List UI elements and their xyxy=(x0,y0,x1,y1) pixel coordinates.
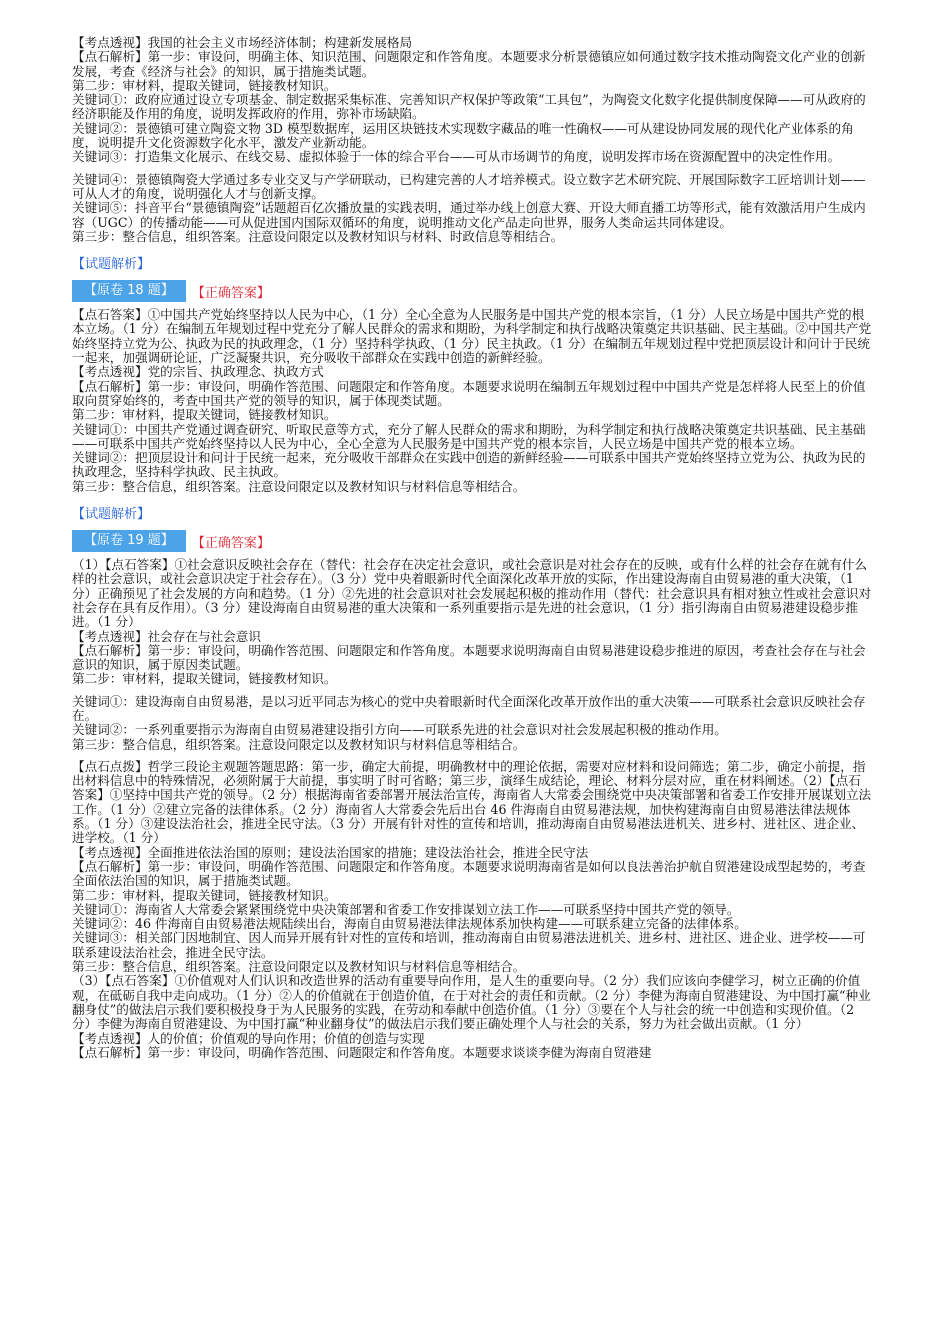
question-18-label: 【原卷 18 题】 xyxy=(72,280,186,302)
paragraph: 关键词①：海南省人大常委会紧紧围绕党中央决策部署和省委工作安排谋划立法工作——可联系坚持中国共产党的领导。 xyxy=(72,901,740,917)
paragraph: 关键词②：把顶层设计和问计于民统一起来，充分吸收干部群众在实践中创造的新鲜经验——可联系中国共产党始终坚持立党为公、执政为民的执政理念，坚持科学执政、民主执政。 xyxy=(72,450,866,480)
correct-answer-label-19: 【正确答案】 xyxy=(191,535,270,551)
paragraph: 第二步：审材料，提取关键词，链接教材知识。 xyxy=(72,77,337,93)
section-heading-analysis-2: 【试题解析】 xyxy=(72,507,151,523)
paragraph: （1）【点石答案】①社会意识反映社会存在（替代：社会存在决定社会意识，或社会意识是对社会存在的反映，或有什么样的社会存在就有什么样的社会意识，或社会意识决定于社会存在）。（3 分）党中央着眼新时代全面深化改革开放的实际，作出建设海南自由贸易港的重大决策，（1 分）正确预见了社会发展的方向和趋势。（1 分）②先进的社会意识对社会发展起积极的推动作用（替代：社会意识具有相对独立性或社会意识对社会存在具有反作用）。（3 分）建设海南自由贸易港的重大决策和一系列重要指示是先进的社会意识，（1 分）指引海南自由贸易港建设稳步推进。（1 分） xyxy=(72,557,872,630)
paragraph: 关键词⑤：抖音平台“景德镇陶瓷”话题超百亿次播放量的实践表明，通过举办线上创意大赛、开设大师直播工坊等形式，能有效激活用户生成内容（UGC）的传播动能——可从促进国内国际双循环的角度，说明推动文化产品走向世界，服务人类命运共同体建设。 xyxy=(72,200,866,230)
paragraph: 第二步：审材料，提取关键词，链接教材知识。 xyxy=(72,887,337,903)
answer-block-19-part1 xyxy=(72,558,872,687)
document-page xyxy=(72,36,872,1060)
paragraph: 关键词①：中国共产党通过调查研究、听取民意等方式，充分了解人民群众的需求和期盼，为科学制定和执行战略决策奠定共识基础、民主基础——可联系中国共产党始终坚持以人民为中心，全心全意为人民服务是中国共产党的根本宗旨，人民立场是中国共产党的根本立场。 xyxy=(72,421,866,451)
paragraph: 第三步：整合信息，组织答案。注意设问限定以及教材知识与材料信息等相结合。 xyxy=(72,959,526,975)
paragraph: 关键词②：46 件海南自由贸易港法规陆续出台，海南自由贸易港法律法规体系加快构建——可联系建立完备的法律体系。 xyxy=(72,916,747,932)
paragraph: 【考点透视】党的宗旨、执政理念、执政方式 xyxy=(72,364,324,380)
correct-answer-label-18: 【正确答案】 xyxy=(191,285,270,301)
question-18-header xyxy=(72,280,872,302)
answer-block-19-keywords xyxy=(72,695,872,752)
paragraph: 关键词②：一系列重要指示为海南自由贸易港建设指引方向——可联系先进的社会意识对社会发展起积极的推动作用。 xyxy=(72,722,727,738)
analysis-block-17 xyxy=(72,36,872,165)
paragraph: 第二步：审材料，提取关键词，链接教材知识。 xyxy=(72,407,337,423)
paragraph: 【点石点拨】哲学三段论主观题答题思路：第一步，确定大前提，明确教材中的理论依据，需要对应材料和设问筛选；第二步，确定小前提，指出材料信息中的特殊情况，必须附属于大前提，事实明了时可省略；第三步，演绎生成结论，理论、材料分层对应，重在材料阐述。（2）【点石答案】①坚持中国共产党的领导。（2 分）根据海南省委部署开展法治宣传，海南省人大常委会围绕党中央决策部署和省委工作安排开展谋划立法工作。（1 分）②建立完备的法律体系。（2 分）海南省人大常委会先后出台 46 件海南自由贸易港法规，加快构建海南自由贸易港法律法规体系。（1 分）③建设法治社会，推进全民守法。（3 分）开展有针对性的宣传和培训，推动海南自由贸易港法进机关、进乡村、进社区、进企业、进学校。（1 分） xyxy=(72,758,872,846)
paragraph: 【点石解析】第一步：审设问，明确作答范围、问题限定和作答角度。本题要求说明海南自由贸易港建设稳步推进的原因，考查社会存在与社会意识的知识，属于原因类试题。 xyxy=(72,642,866,673)
paragraph: （3）【点石答案】①价值观对人们认识和改造世界的活动有重要导向作用，是人生的重要向导。（2 分）我们应该向李健学习，树立正确的价值观，在砥砺自我中走向成功。（1 分）②人的价值就在于创造价值，在于对社会的责任和贡献。（2 分）李健为海南自贸港建设、为中国打赢“种业翻身仗”的做法启示我们要积极投身于为人民服务的实践，在劳动和奉献中创造价值。（1 分）③要在个人与社会的统一中创造和实现价值。（2 分）李健为海南自贸港建设、为中国打赢“种业翻身仗”的做法启示我们要正确处理个人与社会的关系，努力为社会做出贡献。（1 分） xyxy=(72,973,871,1032)
paragraph: 【点石解析】第一步：审设问，明确作答范围、问题限定和作答角度。本题要求说明海南省是如何以良法善治护航自贸港建设成型起势的，考查全面依法治国的知识，属于措施类试题。 xyxy=(72,858,866,889)
paragraph: 第三步：整合信息，组织答案。注意设问限定以及教材知识与材料信息等相结合。 xyxy=(72,736,526,752)
answer-block-19-part2-3 xyxy=(72,760,872,1060)
answer-block-18 xyxy=(72,308,872,494)
paragraph: 【考点透视】我国的社会主义市场经济体制；构建新发展格局 xyxy=(72,35,413,50)
section-heading-analysis-1: 【试题解析】 xyxy=(72,257,151,273)
paragraph: 第二步：审材料，提取关键词，链接教材知识。 xyxy=(72,671,337,687)
question-19-header xyxy=(72,530,872,552)
paragraph: 第三步：整合信息，组织答案。注意设问限定以及教材知识与材料、时政信息等相结合。 xyxy=(72,228,564,244)
paragraph: 关键词③：相关部门因地制宜、因人而异开展有针对性的宣传和培训，推动海南自由贸易港法进机关、进乡村、进社区、进企业、进学校——可联系建设法治社会，推进全民守法。 xyxy=(72,930,866,960)
question-19-label: 【原卷 19 题】 xyxy=(72,530,186,552)
paragraph: 第三步：整合信息，组织答案。注意设问限定以及教材知识与材料信息等相结合。 xyxy=(72,478,526,494)
paragraph: 【点石解析】第一步：审设问，明确作答范围、问题限定和作答角度。本题要求谈谈李健为海南自贸港建 xyxy=(72,1044,652,1060)
paragraph: 【点石解析】第一步：审设问，明确作答范围、问题限定和作答角度。本题要求说明在编制五年规划过程中中国共产党是怎样将人民至上的价值取向贯穿始终的，考查中国共产党的领导的知识，属于体现类试题。 xyxy=(72,378,866,408)
paragraph: 关键词④：景德镇陶瓷大学通过多专业交叉与产学研联动，已构建完善的人才培养模式。设立数字艺术研究院、开展国际数字工匠培训计划——可从人才的角度，说明强化人才与创新支撑。 xyxy=(72,171,866,201)
paragraph: 【点石解析】第一步：审设问，明确主体、知识范围、问题限定和作答角度。本题要求分析景德镇应如何通过数字技术推动陶瓷文化产业的创新发展，考查《经济与社会》的知识，属于措施类试题。 xyxy=(72,49,866,79)
paragraph: 关键词①：政府应通过设立专项基金、制定数据采集标准、完善知识产权保护等政策“工具包”，为陶瓷文化数字化提供制度保障——可从政府的经济职能及作用的角度，说明发挥政府的作用，弥补市场缺陷。 xyxy=(72,92,866,122)
paragraph: 【考点透视】全面推进依法治国的原则；建设法治国家的措施；建设法治社会，推进全民守法 xyxy=(72,844,589,860)
paragraph: 关键词②：景德镇可建立陶瓷文物 3D 模型数据库，运用区块链技术实现数字藏品的唯一性确权——可从建设协同发展的现代化产业体系的角度，说明提升文化资源数字化水平，激发产业新动能。 xyxy=(72,120,854,151)
paragraph: 关键词①：建设海南自由贸易港，是以习近平同志为核心的党中央着眼新时代全面深化改革开放作出的重大决策——可联系社会意识反映社会存在。 xyxy=(72,693,866,723)
analysis-block-17-continued xyxy=(72,173,872,244)
paragraph: 【点石答案】①中国共产党始终坚持以人民为中心，（1 分）全心全意为人民服务是中国共产党的根本宗旨，（1 分）人民立场是中国共产党的根本立场。（1 分）在编制五年规划过程中党充分了解人民群众的需求和期盼，为科学制定和执行战略决策奠定共识基础、民主基础。②中国共产党始终坚持立党为公、执政为民的执政理念，（1 分）坚持科学执政、（1 分）民主执政。（1 分）在编制五年规划过程中党把顶层设计和问计于民统一起来，加强调研论证，广泛凝聚共识，充分吸收干部群众在实践中创造的新鲜经验。 xyxy=(72,307,872,366)
paragraph: 【考点透视】社会存在与社会意识 xyxy=(72,628,261,644)
paragraph: 【考点透视】人的价值；价值观的导向作用；价值的创造与实现 xyxy=(72,1030,425,1046)
paragraph: 关键词③：打造集文化展示、在线交易、虚拟体验于一体的综合平台——可从市场调节的角度，说明发挥市场在资源配置中的决定性作用。 xyxy=(72,149,841,165)
